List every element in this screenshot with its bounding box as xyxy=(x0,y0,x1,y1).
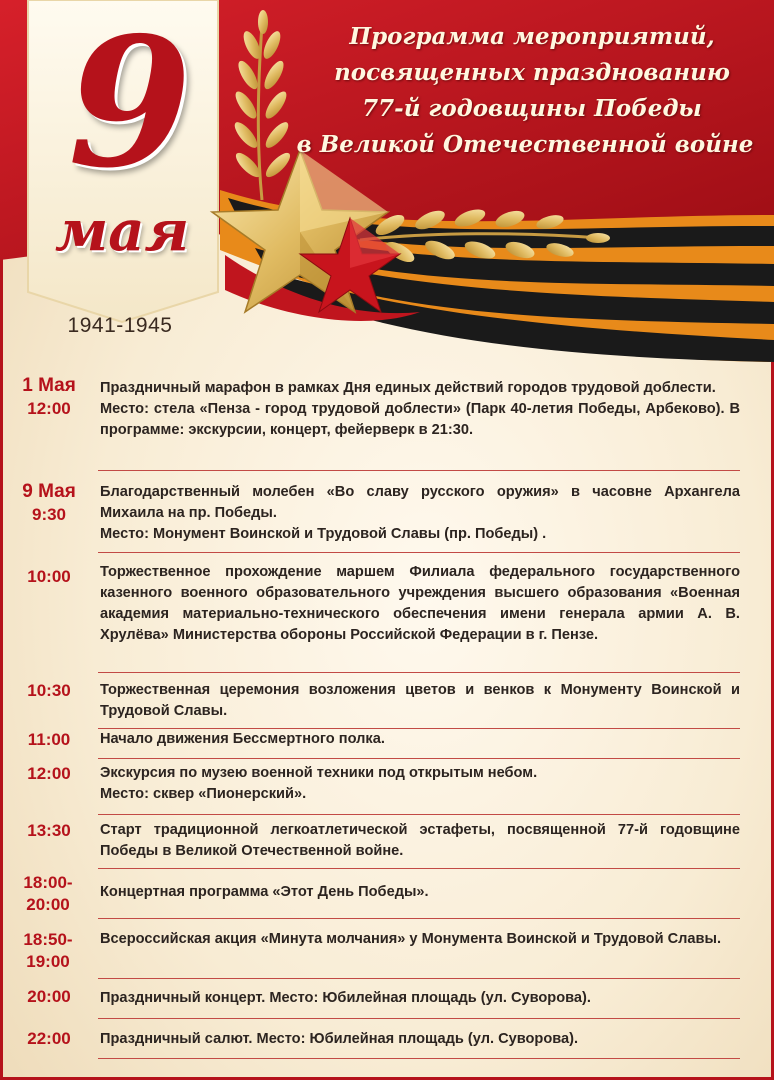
separator xyxy=(98,868,740,869)
separator xyxy=(98,552,740,553)
event-line: Торжественная церемония возложения цветов и венков к Монументу Воинской и Трудовой Славы. xyxy=(100,682,740,719)
event-description xyxy=(100,763,740,805)
event-time xyxy=(8,680,90,702)
event-time xyxy=(8,374,90,420)
event-description xyxy=(100,729,740,750)
event-time xyxy=(8,566,90,588)
event-time xyxy=(8,986,90,1008)
event-time xyxy=(8,1028,90,1050)
separator xyxy=(98,470,740,471)
separator xyxy=(98,758,740,759)
event-time-value: 9:30 xyxy=(31,505,67,524)
event-time-value: 11:00 xyxy=(27,730,71,749)
event-line: Начало движения Бессмертного полка. xyxy=(100,731,385,747)
event-description xyxy=(100,680,740,722)
event-description xyxy=(100,820,740,862)
event-description xyxy=(100,929,740,950)
event-line: Концертная программа «Этот День Победы». xyxy=(100,884,429,900)
event-date: 1 Мая xyxy=(22,375,76,396)
event-line: Место: стела «Пенза - город трудовой доблести» (Парк 40-летия Победы, Арбеково). В программе: экскурсии, концерт, фейерверк в 21:30. xyxy=(100,401,740,438)
event-description xyxy=(100,562,740,646)
separator xyxy=(98,672,740,673)
header-banner xyxy=(0,0,774,370)
years-label: 1941-1945 xyxy=(67,314,173,337)
day-number: 9 xyxy=(68,0,192,207)
event-time xyxy=(8,820,90,842)
event-time-value: 18:00-20:00 xyxy=(23,873,73,914)
event-line: Праздничный салют. Место: Юбилейная площадь (ул. Суворова). xyxy=(100,1031,579,1047)
event-line: Всероссийская акция «Минута молчания» у Монумента Воинской и Трудовой Славы. xyxy=(100,931,722,947)
event-time-value: 10:00 xyxy=(27,567,71,586)
separator xyxy=(98,978,740,979)
separator xyxy=(98,918,740,919)
event-line: Место: Монумент Воинской и Трудовой Славы (пр. Победы) . xyxy=(100,526,547,542)
event-description xyxy=(100,482,740,545)
event-time-value: 13:30 xyxy=(27,821,71,840)
title-line-3: 77-й годовщины Победы xyxy=(362,95,702,122)
event-time xyxy=(8,480,90,526)
event-time xyxy=(8,872,88,916)
event-time-value: 22:00 xyxy=(27,1029,71,1048)
event-time-value: 12:00 xyxy=(27,764,71,783)
event-description xyxy=(100,882,740,903)
event-line: Праздничный концерт. Место: Юбилейная площадь (ул. Суворова). xyxy=(100,990,591,1006)
event-time-value: 18:50-19:00 xyxy=(23,930,73,971)
event-time-value: 12:00 xyxy=(27,399,71,418)
event-line: Праздничный марафон в рамках Дня единых действий городов трудовой доблести. xyxy=(100,380,716,396)
event-date: 9 Мая xyxy=(22,481,76,502)
title-line-4: в Великой Отечественной войне xyxy=(296,131,754,158)
separator xyxy=(98,814,740,815)
event-line: Старт традиционной легкоатлетической эстафеты, посвященной 77-й годовщине Победы в Великой Отечественной войне. xyxy=(100,822,740,859)
event-time-value: 20:00 xyxy=(27,987,71,1006)
event-line: Торжественное прохождение маршем Филиала федерального государственного казенного военного образовательного учреждения высшего образования «Военная академия материально-технического обеспечения имени генерала армии А. В. Хрулёва» Министерства обороны Российской Федерации в г. Пензе. xyxy=(100,564,740,643)
title-line-1: Программа мероприятий, xyxy=(349,23,715,50)
event-line: Благодарственный молебен «Во славу русского оружия» в часовне Архангела Михаила на пр. Победы. xyxy=(100,484,740,521)
title-line-2: посвященных празднованию xyxy=(334,59,730,86)
event-time xyxy=(8,763,90,785)
event-description xyxy=(100,1029,740,1050)
event-time-value: 10:30 xyxy=(27,681,71,700)
event-time xyxy=(8,929,88,973)
event-line: Место: сквер «Пионерский». xyxy=(100,786,307,802)
separator xyxy=(98,1018,740,1019)
month-label: мая xyxy=(54,198,190,264)
separator xyxy=(98,1058,740,1059)
event-description xyxy=(100,988,740,1009)
event-time xyxy=(8,729,90,751)
event-description xyxy=(100,378,740,441)
event-line: Экскурсия по музею военной техники под открытым небом. xyxy=(100,765,538,781)
